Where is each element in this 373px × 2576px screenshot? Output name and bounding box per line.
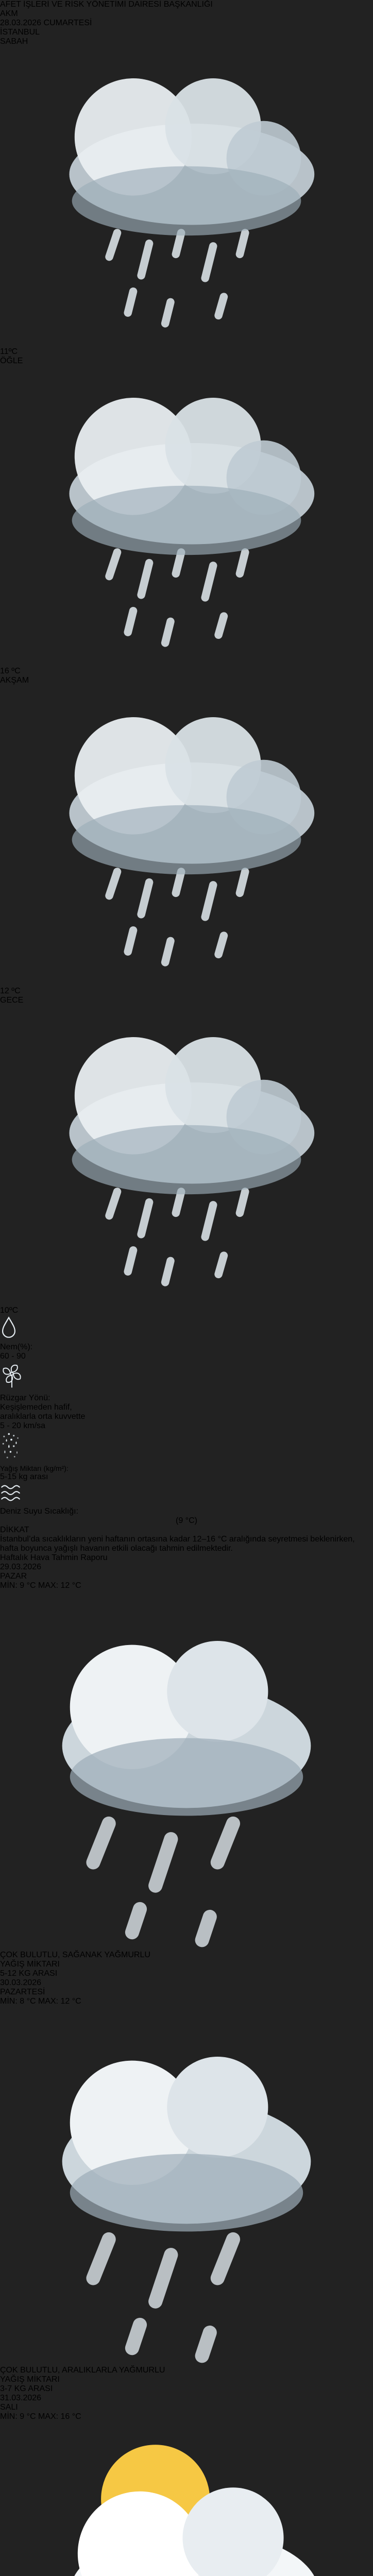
period-temp: 12 ºC <box>0 986 21 995</box>
table-row <box>0 1563 373 1978</box>
row-day: SALI <box>0 2403 18 2412</box>
period-label: AKŞAM <box>0 676 29 685</box>
forecast-text: ÇOK BULUTLU, ARALIKLARLA YAĞMURLU <box>0 2366 165 2375</box>
period-label: SABAH <box>0 37 28 46</box>
row-minmax: MİN: 9 °C MAX: 16 °C <box>0 2412 81 2421</box>
rain-cloud-icon <box>0 1005 373 1303</box>
forecast-cell <box>0 2366 373 2375</box>
wind-desc-line1: Keşişlemeden hafif, <box>0 1402 72 1412</box>
rain-cloud-icon <box>0 1590 373 1948</box>
precip-cell <box>0 1431 373 1482</box>
rain-cloud-icon <box>0 366 373 664</box>
period-gece <box>0 996 373 1315</box>
sun-cloud-rain-icon <box>0 2421 373 2576</box>
waves-icon <box>0 1482 24 1504</box>
humidity-cell <box>0 1315 373 1361</box>
sea-temp-value: (9 °C) <box>176 1516 197 1525</box>
wind-value: 5 - 20 km/sa <box>0 1421 46 1430</box>
sea-temp-label: Deniz Suyu Sıcaklığı: <box>0 1506 79 1516</box>
akom-logo-suffix: M <box>11 9 18 18</box>
rain-cloud-icon <box>0 685 373 984</box>
period-aksam <box>0 676 373 995</box>
conditions-strip <box>0 1315 373 1526</box>
day-periods-row <box>0 37 373 1315</box>
warning-title: DİKKAT <box>0 1525 29 1534</box>
period-label: GECE <box>0 995 24 1005</box>
city-name: İSTANBUL <box>0 28 40 37</box>
humidity-label: Nem(%): <box>0 1342 33 1351</box>
wind-cell <box>0 1361 373 1431</box>
raindrops-icon <box>0 1431 23 1462</box>
akom-logo-prefix: AK <box>0 9 11 18</box>
report-date: 28.03.2026 CUMARTESİ <box>0 19 92 27</box>
row-minmax: MİN: 9 °C MAX: 12 °C <box>0 1581 81 1590</box>
wind-label: Rüzgar Yönü: <box>0 1393 50 1402</box>
row-date: 30.03.2026 <box>0 1978 42 1987</box>
amount-value: 3-7 KG ARASI <box>0 2384 53 2394</box>
droplet-icon <box>0 1315 18 1340</box>
row-day: PAZAR <box>0 1571 27 1581</box>
period-temp: 10ºC <box>0 1306 19 1315</box>
pinwheel-icon <box>0 1361 24 1391</box>
agency-name: AFET İŞLERİ VE RİSK YÖNETİMİ DAİRESİ BAŞKANLIĞI <box>0 0 213 9</box>
precip-value: 5-15 kg arası <box>0 1472 48 1481</box>
period-ogle <box>0 357 373 676</box>
akom-logo-text <box>0 9 373 19</box>
rain-cloud-icon <box>0 2006 373 2364</box>
row-minmax: MİN: 8 °C MAX: 12 °C <box>0 1996 81 2006</box>
date-cell <box>0 2394 373 2576</box>
table-row <box>0 1978 373 2394</box>
table-row <box>0 2394 373 2576</box>
precip-label: Yağış Miktarı (kg/m²): <box>0 1464 69 1472</box>
amount-header: YAĞIŞ MİKTARI <box>0 2375 60 2384</box>
row-date: 29.03.2026 <box>0 1562 42 1571</box>
amount-value: 5-12 KG ARASI <box>0 1969 58 1978</box>
row-day: PAZARTESİ <box>0 1987 45 1996</box>
sea-temp-cell <box>0 1482 373 1526</box>
amount-header: YAĞIŞ MİKTARI <box>0 1959 60 1969</box>
header-right <box>0 19 373 37</box>
weekly-forecast-table <box>0 1563 373 2576</box>
period-label: ÖĞLE <box>0 357 23 366</box>
period-sabah <box>0 37 373 357</box>
forecast-cell <box>0 1951 373 1960</box>
period-temp: 11ºC <box>0 347 18 357</box>
weekly-report-title: Haftalık Hava Tahmin Raporu <box>0 1553 108 1562</box>
wind-desc-line2: aralıklarla orta kuvvette <box>0 1412 86 1421</box>
amount-cell <box>0 1960 373 1978</box>
row-date: 31.03.2026 <box>0 2394 42 2403</box>
amount-cell <box>0 2375 373 2394</box>
forecast-text: ÇOK BULUTLU, SAĞANAK YAĞMURLU <box>0 1950 150 1959</box>
humidity-value: 60 - 90 <box>0 1351 26 1361</box>
date-cell <box>0 1978 373 2366</box>
rain-cloud-icon <box>0 46 373 345</box>
period-temp: 16 ºC <box>0 667 21 676</box>
warning-text: İstanbul’da sıcaklıkların yeni haftanın ortasına kadar 12–16 °C aralığında seyretmesi beklenirken, hafta boyunca yağışlı havanın etkili olacağı tahmin edilmektedir. <box>0 1534 355 1553</box>
date-cell <box>0 1563 373 1951</box>
akom-logo <box>0 9 373 19</box>
